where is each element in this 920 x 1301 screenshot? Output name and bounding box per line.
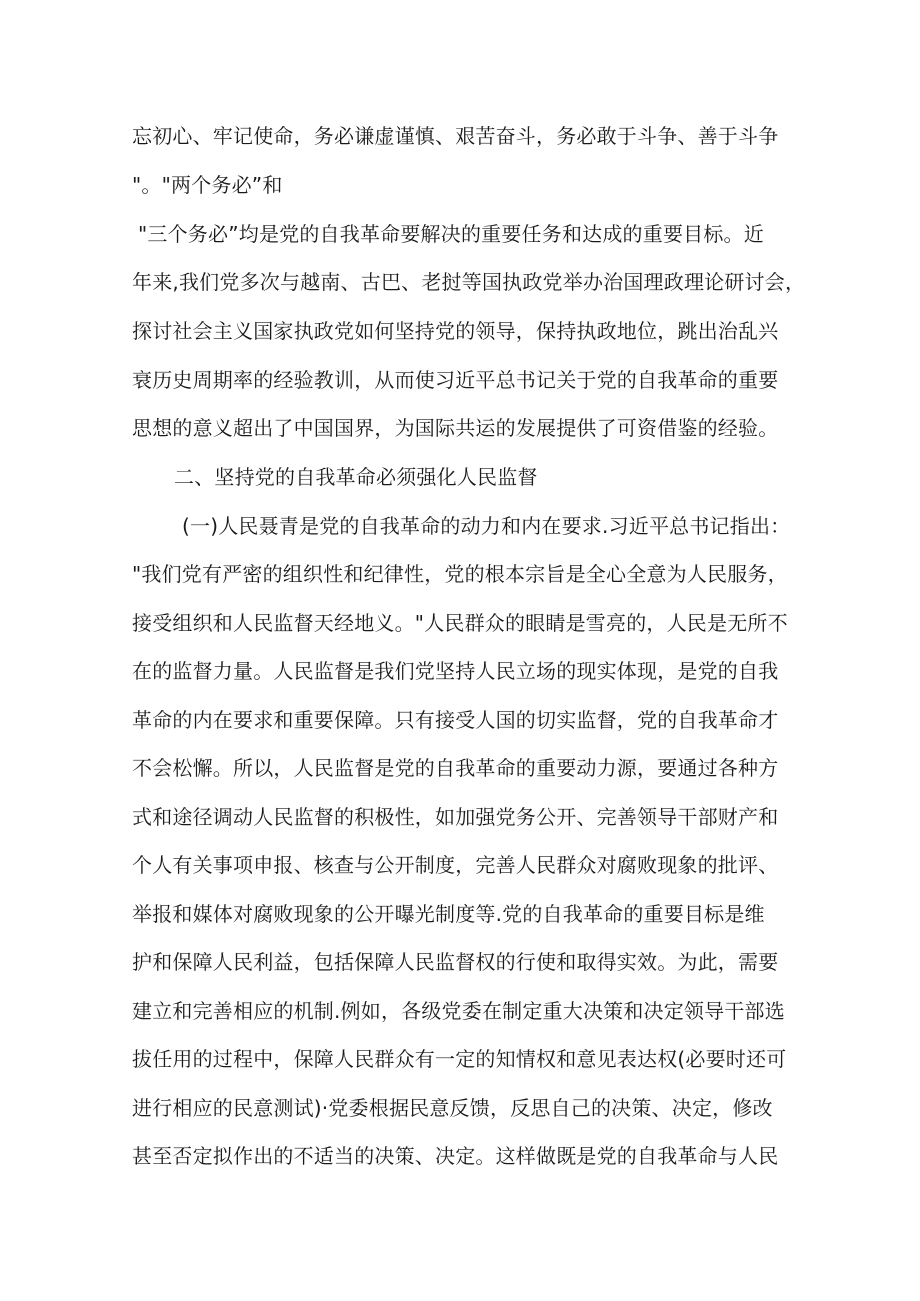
- body-text-line: 探讨社会主义国家执政党如何坚持党的领导，保持执政地位，跳出治乱兴: [132, 319, 779, 343]
- body-text-line: 年来,我们党多次与越南、古巴、老挝等国执政党举办治国理政理论研讨会，: [132, 270, 806, 294]
- body-text-line: 在的监督力量。人民监督是我们党坚持人民立场的现实体现，是党的自我: [132, 659, 779, 683]
- body-text-line: "我们党有严密的组织性和纪律性，党的根本宗旨是全心全意为人民服务，: [132, 562, 788, 586]
- body-text-line: "。"两个务必”和: [132, 173, 283, 197]
- body-text-line: 衰历史周期率的经验教训，从而使习近平总书记关于党的自我革命的重要: [132, 368, 779, 392]
- body-text-line: 不会松懈。所以，人民监督是党的自我革命的重要动力源，要通过各种方: [132, 756, 779, 780]
- body-text-line: 思想的意义超出了中国国界，为国际共运的发展提供了可资借鉴的经验。: [132, 416, 779, 440]
- body-text-line: 拔任用的过程中，保障人民群众有一定的知情权和意见表达权(必要时还可: [132, 1047, 787, 1071]
- body-text-line: 进行相应的民意测试)·党委根据民意反馈，反思自己的决策、决定，修改: [132, 1096, 773, 1120]
- body-text-line: 革命的内在要求和重要保障。只有接受人国的切实监督，党的自我革命才: [132, 708, 779, 732]
- body-text-line: 式和途径调动人民监督的积极性，如加强党务公开、完善领导干部财产和: [132, 805, 779, 829]
- body-text-line: 个人有关事项申报、核查与公开制度，完善人民群众对腐败现象的批评、: [132, 853, 779, 877]
- body-text-line: 举报和媒体对腐败现象的公开曝光制度等.党的自我革命的重要目标是维: [132, 902, 765, 926]
- section-heading: 二、坚持党的自我革命必须强化人民监督: [174, 465, 538, 489]
- body-text-line: 建立和完善相应的机制.例如，各级党委在制定重大决策和决定领导干部选: [132, 999, 785, 1023]
- body-text-line: 接受组织和人民监督天经地义。"人民群众的眼睛是雪亮的，人民是无所不: [132, 611, 788, 635]
- body-text-line: "三个务必”均是党的自我革命要解决的重要任务和达成的重要目标。近: [138, 222, 764, 246]
- subsection-paragraph-start: (一)人民聂青是党的自我革命的动力和内在要求.习近平总书记指出：: [182, 514, 791, 538]
- body-text-line: 忘初心、牢记使命，务必谦虚谨慎、艰苦奋斗，务必敢于斗争、善于斗争: [132, 124, 779, 148]
- body-text-line: 护和保障人民利益，包括保障人民监督权的行使和取得实效。为此，需要: [132, 950, 779, 974]
- body-text-line: 甚至否定拟作出的不适当的决策、决定。这样做既是党的自我革命与人民: [132, 1144, 779, 1168]
